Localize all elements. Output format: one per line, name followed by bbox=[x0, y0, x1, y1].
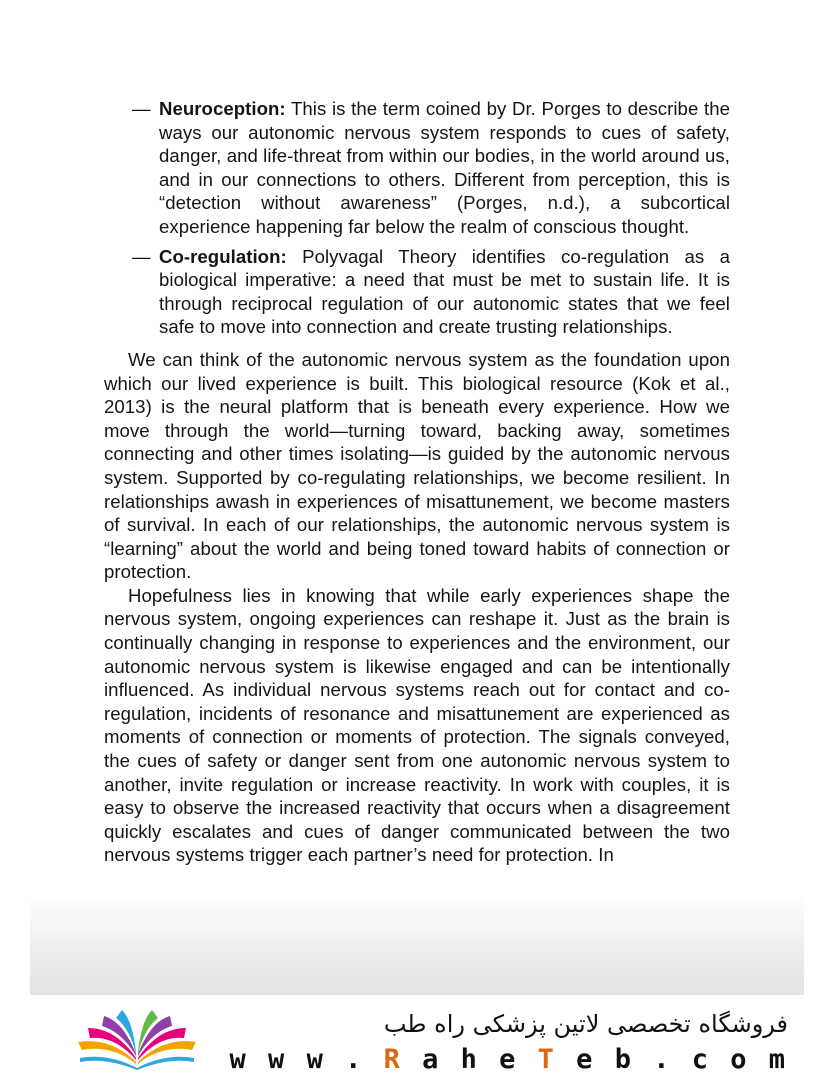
store-url bbox=[230, 1044, 788, 1075]
url-accent-letter: T bbox=[537, 1044, 557, 1075]
store-name: فروشگاه تخصصی لاتین پزشکی راه طب bbox=[383, 1010, 788, 1038]
page-bottom-shadow bbox=[30, 895, 804, 995]
definition-text: This is the term coined by Dr. Porges to describe the ways our autonomic nervous system responds to cues of safety, danger, and life-threat from within our bodies, in the world around us, and in our connections to others. Different from perception, this is “detection without awareness” (Porges, n.d.), a subcortical experience happening far below the realm of conscious thought. bbox=[159, 98, 730, 237]
paragraph: Hopefulness lies in knowing that while early experiences shape the nervous system, ongoing experiences can reshape it. Just as the brain is continually changing in response to experiences and the environment, our autonomic nervous system is likewise engaged and can be intentionally influenced. As individual nervous systems reach out for contact and co-regulation, incidents of resonance and misattunement are experienced as moments of connection or moments of protection. The signals conveyed, the cues of safety or danger sent from one autonomic nervous system to another, invite regulation or increase reactivity. In work with couples, it is easy to observe the increased reactivity that occurs when a disagreement quickly escalates and cues of danger communicated between the two nervous systems trigger each partner’s need for protection. In bbox=[104, 584, 730, 866]
bullet-dash: — bbox=[132, 245, 151, 267]
url-part: e b . c o m bbox=[556, 1044, 788, 1075]
url-accent-letter: R bbox=[383, 1044, 403, 1075]
body-text bbox=[104, 97, 730, 867]
definition-term: Co-regulation: bbox=[159, 245, 287, 267]
open-book-logo-icon bbox=[72, 1008, 202, 1070]
url-part: a h e bbox=[402, 1044, 538, 1075]
definition-text: Polyvagal Theory identifies co-regulation as a biological imperative: a need that must be met to sustain life. It is through reciprocal regulation of our autonomic states that we feel safe to move into connection and create trusting relationships. bbox=[159, 245, 730, 338]
url-part: w w w . bbox=[229, 1044, 384, 1075]
definition-item-coregulation bbox=[104, 245, 730, 339]
definition-term: Neuroception: bbox=[159, 98, 286, 119]
bullet-dash: — bbox=[132, 98, 151, 119]
definition-list bbox=[104, 97, 730, 339]
definition-item-neuroception bbox=[104, 97, 730, 239]
paragraph: We can think of the autonomic nervous system as the foundation upon which our lived experience is built. This biological resource (Kok et al., 2013) is the neural platform that is beneath every experience. How we move through the world—turning toward, backing away, sometimes connecting and other times isolating—is guided by the autonomic nervous system. Supported by co-regulating relationships, we become resilient. In relationships awash in experiences of misattunement, we become masters of survival. In each of our relationships, the autonomic nervous system is “learning” about the world and being toned toward habits of connection or protection. bbox=[104, 348, 730, 583]
